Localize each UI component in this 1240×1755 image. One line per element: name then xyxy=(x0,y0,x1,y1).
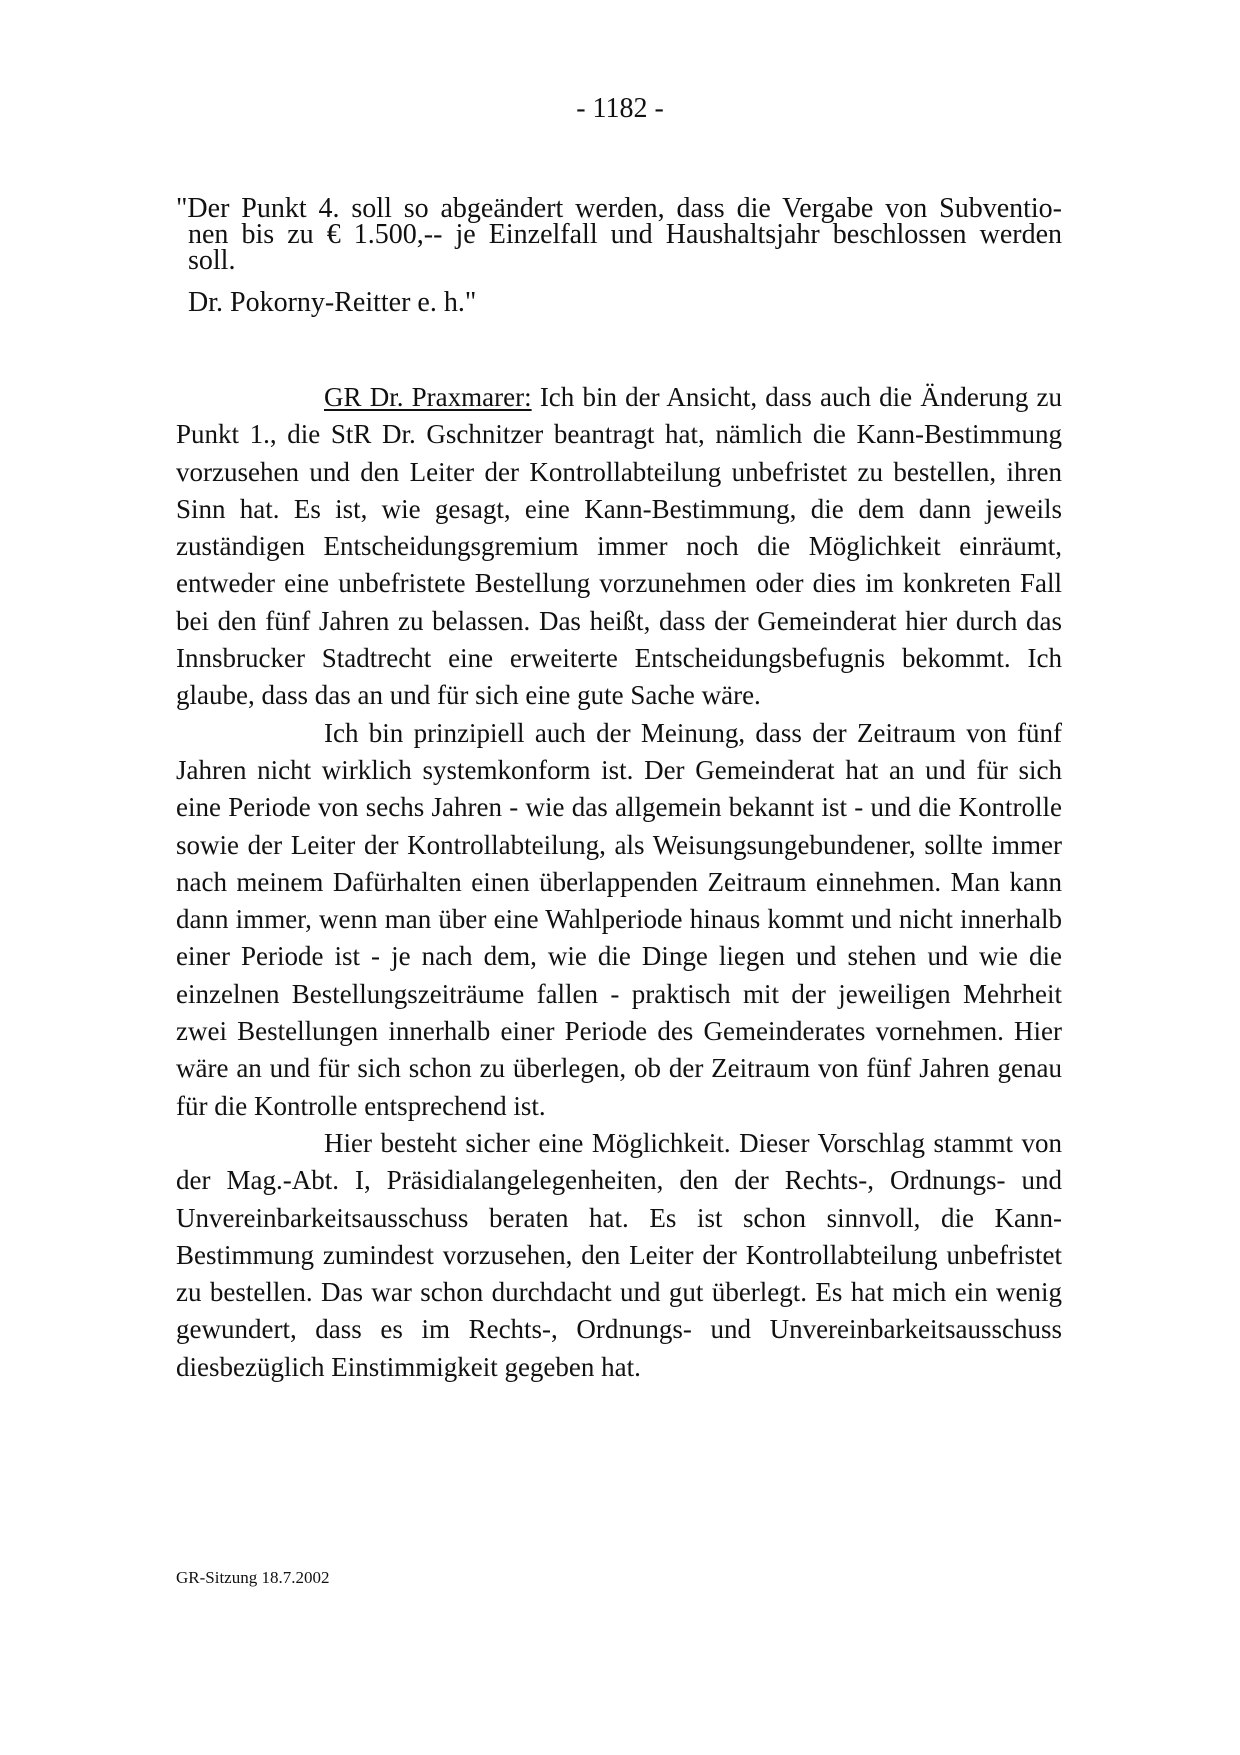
page-number: - 1182 - xyxy=(576,93,664,124)
quoted-motion xyxy=(176,193,1062,318)
speech-paragraph-2: Ich bin prinzipiell auch der Meinung, dass der Zeitraum von fünf Jahren nicht wirklich systemkonform ist. Der Gemeinderat hat an und für sich eine Periode von sechs Jahren - wie das allgemein bekannt ist - und die Kontrolle sowie der Leiter der Kontrollabteilung, als Weisungsungebundener, sollte immer nach meinem Dafürhalten einen überlappenden Zeitraum einnehmen. Man kann dann immer, wenn man über eine Wahlperiode hinaus kommt und nicht innerhalb einer Periode ist - je nach dem, wie die Dinge liegen und stehen und wie die einzelnen Bestellungszeiträume fallen - praktisch mit der jeweiligen Mehrheit zwei Bestellungen innerhalb einer Periode des Gemeinderates vornehmen. Hier wäre an und für sich schon zu überlegen, ob der Zeitraum von fünf Jahren genau für die Kontrolle entsprechend ist. xyxy=(176,717,1062,1121)
footer-session-date: GR-Sitzung 18.7.2002 xyxy=(176,1568,330,1587)
speech-paragraph-3: Hier besteht sicher eine Möglichkeit. Dieser Vorschlag stammt von der Mag.-Abt. I, Präsidialangelegenheiten, den der Rechts-, Ordnungs- und Unvereinbarkeitsausschuss beraten hat. Es ist schon sinnvoll, die Kann-Bestimmung zumindest vorzusehen, den Leiter der Kontrollabteilung unbefristet zu bestellen. Das war schon durchdacht und gut überlegt. Es hat mich ein wenig gewundert, dass es im Rechts-, Ordnungs- und Unvereinbarkeitsausschuss diesbezüglich Einstimmigkeit gegeben hat. xyxy=(176,1127,1062,1382)
speech-paragraph-1 xyxy=(176,379,1062,715)
speaker-name: GR Dr. Praxmarer: xyxy=(324,382,532,412)
quote-signature: Dr. Pokorny-Reitter e. h." xyxy=(188,287,477,318)
paragraph-1-text: Ich bin der Ansicht, dass auch die Änderung zu Punkt 1., die StR Dr. Gschnitzer beantragt hat, nämlich die Kann-Bestimmung vorzusehen und den Leiter der Kontrollabteilung unbefristet zu bestellen, ihren Sinn hat. Es ist, wie gesagt, eine Kann-Bestimmung, die dem dann jeweils zuständigen Entscheidungsgremium immer noch die Möglichkeit einräumt, entweder eine unbefristete Bestellung vorzunehmen oder dies im konkreten Fall bei den fünf Jahren zu belassen. Das heißt, dass der Gemeinderat hier durch das Innsbrucker Stadtrecht eine erweiterte Entscheidungsbefugnis bekommt. Ich glaube, dass das an und für sich eine gute Sache wäre. xyxy=(176,382,1063,711)
speech-body xyxy=(176,379,1062,1386)
quote-line-2: nen bis zu € 1.500,-- je Einzelfall und Haushaltsjahr beschlossen werden xyxy=(188,219,1062,250)
quote-line-3: soll. xyxy=(188,245,236,276)
quote-line-1: "Der Punkt 4. soll so abgeändert werden, dass die Vergabe von Subventio- xyxy=(176,193,1062,224)
